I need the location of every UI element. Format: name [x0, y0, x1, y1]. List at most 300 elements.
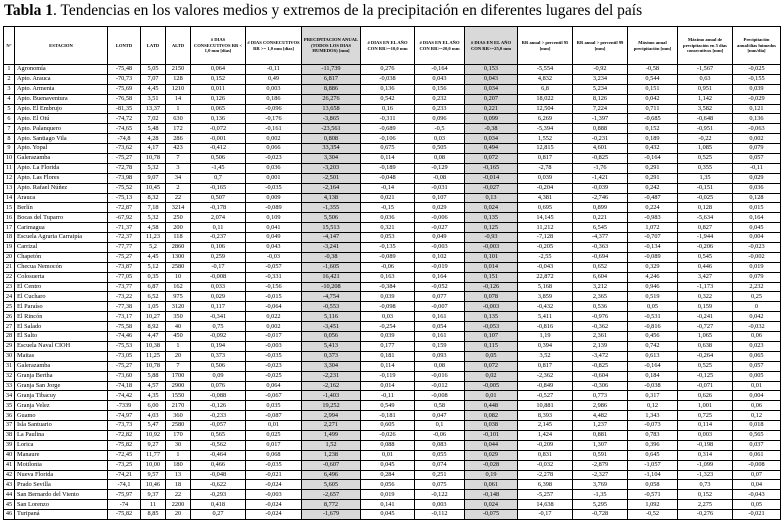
- table-cell: 40: [166, 322, 191, 332]
- table-cell: 0,034: [465, 134, 518, 144]
- table-cell: 0,519: [628, 292, 678, 302]
- table-cell: -7339: [108, 401, 141, 411]
- table-row: [4, 361, 781, 371]
- table-cell: -2,278: [518, 470, 573, 480]
- table-cell: 0,004: [733, 391, 781, 401]
- table-cell: 1,307: [573, 440, 628, 450]
- table-cell: 0,817: [518, 154, 573, 164]
- table-cell: 0,047: [415, 411, 465, 421]
- station-name-cell: Apto. La Florida: [15, 163, 108, 173]
- table-cell: -0,254: [361, 322, 415, 332]
- column-header: Precipitación anual/días húmedos [mm/día]: [733, 27, 781, 65]
- column-header: # DIAS CONSECUTIVOS RR >= 1,0 mm [dias]: [246, 27, 302, 65]
- table-cell: 0,638: [678, 341, 733, 351]
- table-cell: 18,022: [518, 94, 573, 104]
- table-cell: 1,343: [628, 411, 678, 421]
- table-row: [4, 173, 781, 183]
- table-cell: 0,056: [361, 480, 415, 490]
- table-cell: 10,92: [141, 430, 166, 440]
- station-name-cell: Prado Sevilla: [15, 480, 108, 490]
- table-cell: 21: [4, 262, 15, 272]
- table-row: [4, 411, 781, 421]
- table-cell: -0,043: [733, 490, 781, 500]
- table-cell: 0,156: [415, 84, 465, 94]
- table-cell: -74,46: [108, 332, 141, 342]
- table-cell: -75,13: [108, 193, 141, 203]
- table-cell: 1,552: [518, 134, 573, 144]
- table-cell: 0,01: [246, 421, 302, 431]
- table-cell: -73,98: [108, 173, 141, 183]
- table-cell: 4: [4, 94, 15, 104]
- table-cell: 2: [166, 183, 191, 193]
- table-cell: -74,21: [108, 470, 141, 480]
- table-cell: 22: [4, 272, 15, 282]
- table-cell: -0,019: [415, 262, 465, 272]
- table-cell: -3,472: [573, 351, 628, 361]
- station-name-cell: Lorica: [15, 440, 108, 450]
- table-cell: 0,114: [361, 361, 415, 371]
- table-cell: -0,331: [246, 272, 302, 282]
- table-row: [4, 401, 781, 411]
- table-cell: 3,304: [302, 154, 361, 164]
- table-cell: -0,031: [415, 183, 465, 193]
- table-cell: 0,827: [678, 223, 733, 233]
- table-cell: -75,27: [108, 252, 141, 262]
- table-cell: 0,542: [361, 94, 415, 104]
- table-cell: -0,06: [361, 262, 415, 272]
- table-cell: -0,026: [361, 430, 415, 440]
- table-cell: 0,232: [415, 94, 465, 104]
- table-row: [4, 163, 781, 173]
- table-cell: 22: [166, 193, 191, 203]
- table-cell: -0,38: [465, 124, 518, 134]
- table-cell: 1,19: [518, 332, 573, 342]
- table-cell: 0,05: [733, 500, 781, 510]
- table-cell: 0,125: [465, 223, 518, 233]
- table-cell: -0,092: [191, 332, 246, 342]
- table-cell: 0,151: [628, 84, 678, 94]
- table-cell: -1,45: [191, 163, 246, 173]
- table-cell: 0,045: [733, 223, 781, 233]
- table-cell: -0,189: [361, 163, 415, 173]
- table-cell: -0,622: [191, 480, 246, 490]
- table-cell: -0,126: [191, 401, 246, 411]
- table-cell: -2,162: [302, 381, 361, 391]
- table-cell: -0,126: [465, 282, 518, 292]
- table-cell: 0,151: [465, 272, 518, 282]
- table-cell: 10,881: [518, 401, 573, 411]
- table-cell: -0,122: [415, 490, 465, 500]
- table-row: [4, 104, 781, 114]
- table-cell: 0,7: [191, 173, 246, 183]
- table-cell: 0,019: [361, 490, 415, 500]
- station-name-cell: San Lorenzo: [15, 500, 108, 510]
- table-cell: 3,582: [678, 104, 733, 114]
- table-cell: -77,77: [108, 243, 141, 253]
- table-cell: 0,03: [361, 312, 415, 322]
- table-cell: 0,003: [678, 430, 733, 440]
- table-cell: 0,49: [246, 74, 302, 84]
- table-cell: 0,029: [733, 173, 781, 183]
- table-cell: 0,545: [678, 252, 733, 262]
- table-row: [4, 332, 781, 342]
- table-cell: 5,116: [302, 312, 361, 322]
- table-cell: -1,567: [678, 65, 733, 75]
- table-cell: 0,373: [191, 351, 246, 361]
- table-cell: 0,043: [465, 74, 518, 84]
- table-cell: 4,138: [302, 193, 361, 203]
- table-cell: 15: [4, 203, 15, 213]
- table-cell: 0,881: [573, 430, 628, 440]
- table-cell: 12,504: [518, 104, 573, 114]
- table-cell: -0,007: [415, 302, 465, 312]
- table-cell: 4,832: [518, 74, 573, 84]
- station-name-cell: Motilonia: [15, 460, 108, 470]
- table-cell: -0,341: [191, 312, 246, 322]
- table-cell: 0,291: [628, 173, 678, 183]
- table-cell: -0,206: [678, 243, 733, 253]
- table-cell: -0,003: [415, 243, 465, 253]
- table-cell: -1,397: [573, 114, 628, 124]
- table-cell: 14,638: [518, 500, 573, 510]
- table-cell: -0,067: [246, 391, 302, 401]
- table-cell: -0,694: [573, 252, 628, 262]
- table-cell: -0,035: [246, 351, 302, 361]
- table-cell: -0,027: [465, 183, 518, 193]
- table-cell: -75,97: [108, 490, 141, 500]
- table-cell: 0,083: [415, 440, 465, 450]
- table-cell: 0,291: [628, 163, 678, 173]
- table-cell: 0,057: [733, 361, 781, 371]
- table-cell: -0,005: [465, 381, 518, 391]
- table-cell: 3,304: [302, 361, 361, 371]
- table-cell: 0,58: [415, 401, 465, 411]
- table-cell: 1210: [166, 84, 191, 94]
- table-cell: -0,38: [302, 252, 361, 262]
- table-cell: 5,47: [141, 421, 166, 431]
- table-cell: -0,087: [246, 411, 302, 421]
- table-cell: 6: [4, 114, 15, 124]
- table-cell: 12,815: [518, 144, 573, 154]
- table-cell: 0,054: [415, 322, 465, 332]
- table-cell: 33: [4, 381, 15, 391]
- table-cell: 2860: [166, 243, 191, 253]
- table-cell: -0,412: [191, 144, 246, 154]
- table-cell: 0,695: [518, 203, 573, 213]
- table-cell: -3,241: [302, 243, 361, 253]
- table-cell: -0,024: [246, 510, 302, 520]
- table-cell: 162: [166, 282, 191, 292]
- table-cell: 36: [4, 411, 15, 421]
- table-cell: -0,164: [415, 65, 465, 75]
- table-cell: 1,001: [678, 401, 733, 411]
- table-cell: 0,093: [415, 351, 465, 361]
- table-row: [4, 440, 781, 450]
- table-cell: 0,536: [573, 302, 628, 312]
- table-cell: 0,136: [191, 114, 246, 124]
- table-cell: 0,004: [733, 233, 781, 243]
- table-row: [4, 450, 781, 460]
- table-cell: 0,078: [465, 292, 518, 302]
- table-row: [4, 134, 781, 144]
- table-cell: 0,08: [415, 361, 465, 371]
- table-cell: 5,168: [518, 282, 573, 292]
- table-cell: -0,951: [678, 124, 733, 134]
- table-cell: -72,78: [108, 163, 141, 173]
- table-cell: -0,024: [246, 480, 302, 490]
- table-cell: -0,15: [361, 203, 415, 213]
- table-cell: -2,879: [573, 460, 628, 470]
- station-name-cell: Manaure: [15, 450, 108, 460]
- table-cell: 0,029: [465, 450, 518, 460]
- table-cell: 0,005: [733, 371, 781, 381]
- column-header: LATD: [141, 27, 166, 65]
- table-cell: 0,141: [361, 500, 415, 510]
- table-cell: 4,17: [141, 144, 166, 154]
- table-cell: 28: [4, 332, 15, 342]
- table-cell: 0,329: [628, 262, 678, 272]
- table-cell: -73,25: [108, 460, 141, 470]
- table-cell: 0,061: [465, 480, 518, 490]
- table-cell: 45: [4, 500, 15, 510]
- table-cell: 1: [166, 341, 191, 351]
- table-cell: 0,003: [246, 84, 302, 94]
- table-cell: 10,46: [141, 480, 166, 490]
- table-cell: -0,527: [518, 391, 573, 401]
- table-cell: 16,421: [302, 272, 361, 282]
- table-cell: -0,134: [628, 243, 678, 253]
- table-cell: 0,432: [628, 144, 678, 154]
- table-cell: 3,52: [518, 351, 573, 361]
- column-header: RR anual > percentil 95 [mm]: [518, 27, 573, 65]
- table-cell: 6,496: [302, 470, 361, 480]
- table-cell: -0,008: [191, 272, 246, 282]
- table-cell: 0,565: [191, 430, 246, 440]
- table-cell: 0,126: [191, 94, 246, 104]
- table-cell: -2,231: [302, 371, 361, 381]
- table-cell: 4,45: [141, 84, 166, 94]
- table-cell: 7: [166, 361, 191, 371]
- table-cell: 2900: [166, 381, 191, 391]
- table-cell: 4,35: [141, 391, 166, 401]
- table-cell: 0,017: [246, 440, 302, 450]
- table-cell: -0,053: [465, 322, 518, 332]
- table-cell: -0,204: [518, 183, 573, 193]
- table-row: [4, 124, 781, 134]
- table-cell: -75,27: [108, 154, 141, 164]
- table-cell: 7: [4, 124, 15, 134]
- table-cell: 0,152: [628, 124, 678, 134]
- table-row: [4, 154, 781, 164]
- table-row: [4, 322, 781, 332]
- table-row: [4, 470, 781, 480]
- table-cell: 9,07: [141, 173, 166, 183]
- table-cell: -0,983: [628, 213, 678, 223]
- table-cell: 0,808: [302, 134, 361, 144]
- table-cell: -1,944: [678, 233, 733, 243]
- table-cell: 0,177: [361, 341, 415, 351]
- table-row: [4, 233, 781, 243]
- table-cell: 0,645: [628, 450, 678, 460]
- table-cell: -72,87: [108, 203, 141, 213]
- table-cell: 3120: [166, 302, 191, 312]
- table-cell: 0,072: [465, 154, 518, 164]
- table-cell: 0,01: [733, 381, 781, 391]
- table-cell: 0,725: [678, 411, 733, 421]
- table-cell: 17: [4, 223, 15, 233]
- table-cell: 8: [4, 134, 15, 144]
- table-cell: 2200: [166, 500, 191, 510]
- station-name-cell: Apto. Armenia: [15, 84, 108, 94]
- table-cell: 8,886: [302, 84, 361, 94]
- table-cell: -0,233: [191, 411, 246, 421]
- table-cell: 118: [166, 233, 191, 243]
- station-name-cell: Chapetón: [15, 252, 108, 262]
- table-cell: 0,19: [465, 470, 518, 480]
- table-cell: 0,025: [246, 430, 302, 440]
- table-cell: -73,60: [108, 371, 141, 381]
- table-cell: -5,394: [518, 124, 573, 134]
- table-row: [4, 262, 781, 272]
- table-cell: 4,482: [573, 411, 628, 421]
- table-cell: 0,044: [465, 440, 518, 450]
- table-caption: . Tendencias en los valores medios y extremos de la precipitación en diferentes lugares del país: [52, 2, 643, 19]
- table-cell: -0,072: [191, 124, 246, 134]
- table-cell: 5,12: [141, 262, 166, 272]
- table-cell: 0,12: [628, 401, 678, 411]
- table-cell: 1,424: [518, 430, 573, 440]
- table-cell: 8,126: [573, 94, 628, 104]
- table-cell: 0,066: [246, 144, 302, 154]
- table-cell: 39: [4, 440, 15, 450]
- table-cell: 0,056: [302, 332, 361, 342]
- table-cell: -0,728: [573, 510, 628, 520]
- table-cell: 0,102: [415, 252, 465, 262]
- table-cell: 16: [4, 213, 15, 223]
- table-title: [4, 1, 642, 20]
- station-name-cell: El Rincón: [15, 312, 108, 322]
- table-cell: -0,048: [361, 173, 415, 183]
- table-cell: -0,176: [246, 114, 302, 124]
- table-cell: 0,153: [465, 65, 518, 75]
- table-cell: 0,011: [191, 84, 246, 94]
- column-header: PRECIPITACION ANUAL (TODOS LOS DIAS HUMEDOS) [mm]: [302, 27, 361, 65]
- table-cell: -1,605: [302, 262, 361, 272]
- table-cell: 29: [4, 341, 15, 351]
- table-cell: 0,024: [465, 500, 518, 510]
- table-cell: 0,05: [465, 351, 518, 361]
- table-cell: 0,321: [361, 223, 415, 233]
- table-row: [4, 84, 781, 94]
- table-cell: 13: [4, 183, 15, 193]
- table-cell: -0,11: [361, 391, 415, 401]
- table-cell: -0,063: [733, 124, 781, 134]
- table-cell: 0,613: [628, 351, 678, 361]
- table-cell: -73,77: [108, 282, 141, 292]
- table-cell: 0,036: [246, 163, 302, 173]
- table-cell: -72,45: [108, 450, 141, 460]
- table-cell: 10,78: [141, 361, 166, 371]
- table-cell: -1,355: [302, 203, 361, 213]
- table-cell: 0,951: [678, 84, 733, 94]
- table-cell: -0,178: [191, 203, 246, 213]
- table-cell: 0,039: [518, 173, 573, 183]
- table-cell: 0,02: [465, 371, 518, 381]
- table-cell: 0,13: [465, 193, 518, 203]
- table-cell: 10,45: [141, 183, 166, 193]
- station-name-cell: Apto. Palanquero: [15, 124, 108, 134]
- table-cell: 0,075: [415, 480, 465, 490]
- table-cell: -0,023: [733, 243, 781, 253]
- table-cell: -0,205: [518, 243, 573, 253]
- table-cell: 3: [166, 163, 191, 173]
- table-cell: -0,038: [628, 381, 678, 391]
- table-cell: 3,769: [573, 480, 628, 490]
- table-cell: -1,35: [573, 490, 628, 500]
- table-cell: -0,164: [628, 154, 678, 164]
- table-cell: -0,93: [465, 233, 518, 243]
- table-cell: -75,82: [108, 510, 141, 520]
- table-cell: 0,049: [415, 233, 465, 243]
- table-cell: 32: [4, 371, 15, 381]
- table-cell: 0,27: [191, 510, 246, 520]
- table-cell: 0,045: [361, 510, 415, 520]
- table-cell: 5,411: [518, 312, 573, 322]
- table-row: [4, 292, 781, 302]
- table-cell: -0,023: [246, 361, 302, 371]
- table-cell: -73,05: [108, 351, 141, 361]
- table-cell: 7: [166, 154, 191, 164]
- station-name-cell: Apto. Santiago Vila: [15, 134, 108, 144]
- table-body: [4, 65, 781, 520]
- table-cell: -10,208: [302, 282, 361, 292]
- table-cell: 0,002: [246, 134, 302, 144]
- table-cell: -73,22: [108, 292, 141, 302]
- table-cell: 0,021: [361, 193, 415, 203]
- table-cell: -72,37: [108, 233, 141, 243]
- table-cell: 0,242: [628, 183, 678, 193]
- table-cell: -75,48: [108, 65, 141, 75]
- table-cell: 0,207: [465, 94, 518, 104]
- table-cell: 1550: [166, 391, 191, 401]
- table-cell: -2,55: [518, 252, 573, 262]
- table-cell: -0,129: [415, 163, 465, 173]
- table-cell: 170: [166, 430, 191, 440]
- table-cell: 6,8: [518, 84, 573, 94]
- table-cell: 22: [166, 490, 191, 500]
- table-cell: -0,106: [361, 134, 415, 144]
- table-cell: 6,398: [518, 480, 573, 490]
- table-cell: -1,104: [628, 470, 678, 480]
- table-cell: 0,817: [518, 361, 573, 371]
- table-cell: 6,87: [141, 282, 166, 292]
- table-cell: 6,545: [573, 223, 628, 233]
- table-cell: 0,055: [415, 450, 465, 460]
- table-cell: 10,78: [141, 154, 166, 164]
- table-cell: -74,42: [108, 391, 141, 401]
- table-cell: -0,707: [628, 233, 678, 243]
- table-cell: -0,825: [573, 154, 628, 164]
- table-cell: -0,098: [361, 302, 415, 312]
- table-cell: -0,006: [415, 213, 465, 223]
- table-cell: -0,58: [628, 65, 678, 75]
- station-name-cell: Apto. El Embrujo: [15, 104, 108, 114]
- table-cell: -0,073: [628, 421, 678, 431]
- table-cell: -0,035: [246, 183, 302, 193]
- table-cell: 0,01: [465, 391, 518, 401]
- table-cell: 4,28: [141, 134, 166, 144]
- table-cell: 0,11: [191, 223, 246, 233]
